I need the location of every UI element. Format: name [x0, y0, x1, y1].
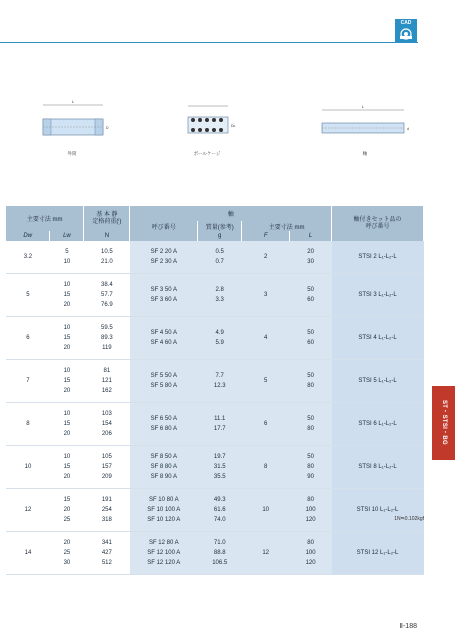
cell-calls: SF 4 60 A	[150, 340, 177, 346]
table-row	[6, 403, 424, 446]
cell-mass: 74.0	[213, 517, 226, 523]
spec-table	[6, 206, 424, 575]
th-lw: Lw	[50, 231, 84, 241]
cell-lw: 10	[63, 454, 71, 460]
cell-lw: 15	[63, 421, 71, 427]
cell-c0: 57.7	[101, 292, 113, 298]
cell-lw: 20	[63, 507, 71, 513]
cell-l: 50	[307, 416, 314, 422]
cell-calls: SF 5 80 A	[150, 383, 177, 389]
cell-lw: 15	[63, 497, 71, 503]
cell-calls: SF 5 50 A	[150, 373, 177, 379]
cell-dw: 3.2	[6, 241, 50, 274]
th-shaft-dim: 主要寸法 mm	[242, 221, 332, 231]
cell-lw: 10	[63, 282, 71, 288]
th-c0-unit: N	[84, 231, 130, 241]
cell-set: STSI 8 L₁-L₂-L	[332, 446, 424, 489]
cell-c0: 59.5	[101, 325, 113, 331]
cell-lw: 30	[63, 560, 71, 566]
cell-set: STSI 3 L₁-L₂-L	[332, 274, 424, 317]
cell-calls: SF 3 50 A	[150, 287, 177, 293]
cell-l: 50	[307, 330, 314, 336]
cell-mass: 11.1	[214, 416, 226, 422]
dim-D-label: D	[106, 126, 109, 130]
cell-lw: 20	[63, 431, 71, 437]
cell-calls: SF 6 80 A	[150, 426, 177, 432]
cell-f: 4	[242, 317, 290, 360]
cell-calls: SF 8 50 A	[150, 454, 177, 460]
header-rule	[0, 42, 418, 43]
cell-f: 12	[242, 532, 290, 575]
th-basic-load: 基 本 静 定格荷重(ⁱ)	[84, 206, 130, 231]
cell-lw: 20	[63, 540, 71, 546]
dim-d-label: d	[407, 127, 409, 131]
cell-c0: 81	[103, 368, 111, 374]
cell-f: 5	[242, 360, 290, 403]
cell-c0: 21.0	[101, 259, 113, 265]
cell-c0: 154	[101, 421, 112, 427]
cell-l: 80	[307, 497, 314, 503]
cell-mass: 88.8	[213, 550, 226, 556]
cell-calls: SF 12 120 A	[147, 560, 181, 566]
cell-c0: 206	[101, 431, 112, 437]
cell-c0: 512	[101, 560, 112, 566]
cell-calls: SF 8 90 A	[150, 474, 177, 480]
cell-mass: 106.5	[212, 560, 228, 566]
cell-l: 50	[307, 287, 314, 293]
cell-calls: SF 2 30 A	[150, 259, 177, 265]
cell-dw: 12	[6, 489, 50, 532]
cell-dw: 8	[6, 403, 50, 446]
cell-lw: 15	[63, 464, 71, 470]
cell-c0: 209	[101, 474, 112, 480]
cell-l: 60	[307, 340, 314, 346]
cell-f: 6	[242, 403, 290, 446]
outer-cylinder-drawing	[38, 96, 108, 146]
cell-c0: 103	[101, 411, 112, 417]
cell-calls: SF 8 80 A	[150, 464, 177, 470]
cage-caption: ボールケージ	[193, 151, 221, 156]
cell-c0: 89.3	[101, 335, 113, 341]
cell-dw: 7	[6, 360, 50, 403]
cell-set: STSI 12 L₁-L₂-L	[332, 532, 424, 575]
cell-mass: 0.5	[215, 249, 224, 255]
cell-lw: 10	[63, 325, 71, 331]
cell-l: 100	[305, 507, 316, 513]
cell-c0: 341	[101, 540, 112, 546]
cell-lw: 20	[63, 474, 71, 480]
cell-set: STSI 2 L₁-L₂-L	[332, 241, 424, 274]
dim-L-label: L	[71, 99, 75, 104]
table-row	[6, 532, 424, 575]
dim-Dc-label: Dc	[231, 124, 236, 128]
cell-f: 10	[242, 489, 290, 532]
cell-lw: 20	[63, 302, 71, 308]
cell-l: 80	[307, 540, 314, 546]
cell-dw: 14	[6, 532, 50, 575]
page-number: Ⅱ-188	[399, 623, 417, 630]
cell-f: 2	[242, 241, 290, 274]
table-row	[6, 241, 424, 274]
cell-l: 20	[307, 249, 314, 255]
cell-l: 50	[307, 373, 314, 379]
cell-c0: 121	[101, 378, 112, 384]
cell-mass: 17.7	[213, 426, 226, 432]
cell-lw: 25	[63, 517, 71, 523]
cell-lw: 25	[63, 550, 71, 556]
cell-mass: 71.0	[213, 540, 226, 546]
cell-mass: 2.8	[215, 287, 224, 293]
cell-dw: 5	[6, 274, 50, 317]
cell-l: 120	[305, 560, 316, 566]
cell-set: STSI 6 L₁-L₂-L	[332, 403, 424, 446]
cell-mass: 5.9	[215, 340, 224, 346]
cell-calls: SF 10 80 A	[148, 497, 179, 503]
cell-lw: 20	[63, 388, 71, 394]
table-row	[6, 317, 424, 360]
shaft-caption: 軸	[362, 151, 368, 156]
cell-calls: SF 12 80 A	[148, 540, 179, 546]
table-row	[6, 489, 424, 532]
cell-l: 90	[307, 474, 314, 480]
table-row	[6, 360, 424, 403]
cell-l: 80	[307, 383, 314, 389]
th-f: F	[242, 231, 290, 241]
cell-lw: 10	[63, 411, 71, 417]
cell-l: 80	[307, 426, 314, 432]
section-side-tab[interactable]: ST・STSI・BG	[432, 386, 455, 460]
cell-mass: 3.3	[215, 297, 224, 303]
cad-badge	[395, 19, 417, 43]
cell-c0: 162	[101, 388, 112, 394]
unit-footnote: 1N≒0.102kgf	[394, 516, 424, 522]
th-call-number: 呼び番号	[130, 221, 198, 231]
outer-caption: 外筒	[67, 151, 77, 156]
cell-l: 80	[307, 464, 314, 470]
shaft-drawing	[318, 104, 414, 140]
th-dw: Dw	[6, 231, 50, 241]
cell-mass: 19.7	[213, 454, 226, 460]
cad-label: CAD	[400, 20, 412, 26]
cell-l: 50	[307, 454, 314, 460]
cell-mass: 12.3	[213, 383, 226, 389]
cell-lw: 15	[63, 378, 71, 384]
cell-l: 60	[307, 297, 314, 303]
cell-calls: SF 2 20 A	[150, 249, 177, 255]
cell-mass: 35.5	[213, 474, 226, 480]
th-mass-unit: g	[198, 231, 242, 241]
cell-set: STSI 10 L₁-L₂-L	[332, 489, 424, 532]
th-shaft: 軸	[130, 206, 332, 221]
cell-lw: 15	[63, 292, 71, 298]
th-l: L	[290, 231, 332, 241]
cell-f: 3	[242, 274, 290, 317]
dim-shaft-L-label: L	[361, 104, 365, 109]
cell-lw: 10	[63, 368, 71, 374]
th-set-name: 軸付きセット品の 呼び番号	[332, 206, 424, 241]
cell-f: 8	[242, 446, 290, 489]
cell-set: STSI 5 L₁-L₂-L	[332, 360, 424, 403]
cell-c0: 119	[102, 345, 112, 351]
cell-calls: SF 6 50 A	[150, 416, 177, 422]
cell-calls: SF 10 100 A	[147, 507, 181, 513]
cell-mass: 61.6	[213, 507, 226, 513]
cell-c0: 76.9	[101, 302, 113, 308]
cell-lw: 15	[63, 335, 71, 341]
cell-mass: 4.9	[215, 330, 224, 336]
cell-mass: 0.7	[215, 259, 224, 265]
cell-calls: SF 4 50 A	[150, 330, 177, 336]
cell-calls: SF 10 120 A	[147, 517, 181, 523]
cell-dw: 6	[6, 317, 50, 360]
ball-cage-drawing	[185, 100, 235, 144]
cell-mass: 7.7	[215, 373, 224, 379]
cell-l: 100	[305, 550, 316, 556]
cell-lw: 20	[63, 345, 71, 351]
th-main-dim: 主要寸法 mm	[6, 206, 84, 231]
cell-lw: 5	[65, 249, 69, 255]
cell-c0: 10.5	[101, 249, 113, 255]
cell-mass: 31.5	[213, 464, 226, 470]
cell-set: STSI 4 L₁-L₂-L	[332, 317, 424, 360]
cell-c0: 38.4	[101, 282, 113, 288]
cell-lw: 10	[63, 259, 71, 265]
cell-calls: SF 12 100 A	[147, 550, 181, 556]
cell-l: 120	[305, 517, 316, 523]
cad-icon	[398, 27, 414, 40]
cell-c0: 105	[101, 454, 112, 460]
cell-mass: 49.3	[213, 497, 226, 503]
cell-c0: 254	[101, 507, 112, 513]
cell-dw: 10	[6, 446, 50, 489]
cell-c0: 318	[101, 517, 112, 523]
table-row	[6, 446, 424, 489]
cell-calls: SF 3 60 A	[150, 297, 177, 303]
cell-c0: 191	[101, 497, 112, 503]
cell-l: 30	[307, 259, 314, 265]
cell-c0: 157	[101, 464, 112, 470]
table-row	[6, 274, 424, 317]
cell-c0: 427	[101, 550, 112, 556]
th-mass: 質量(参考)	[198, 221, 242, 231]
